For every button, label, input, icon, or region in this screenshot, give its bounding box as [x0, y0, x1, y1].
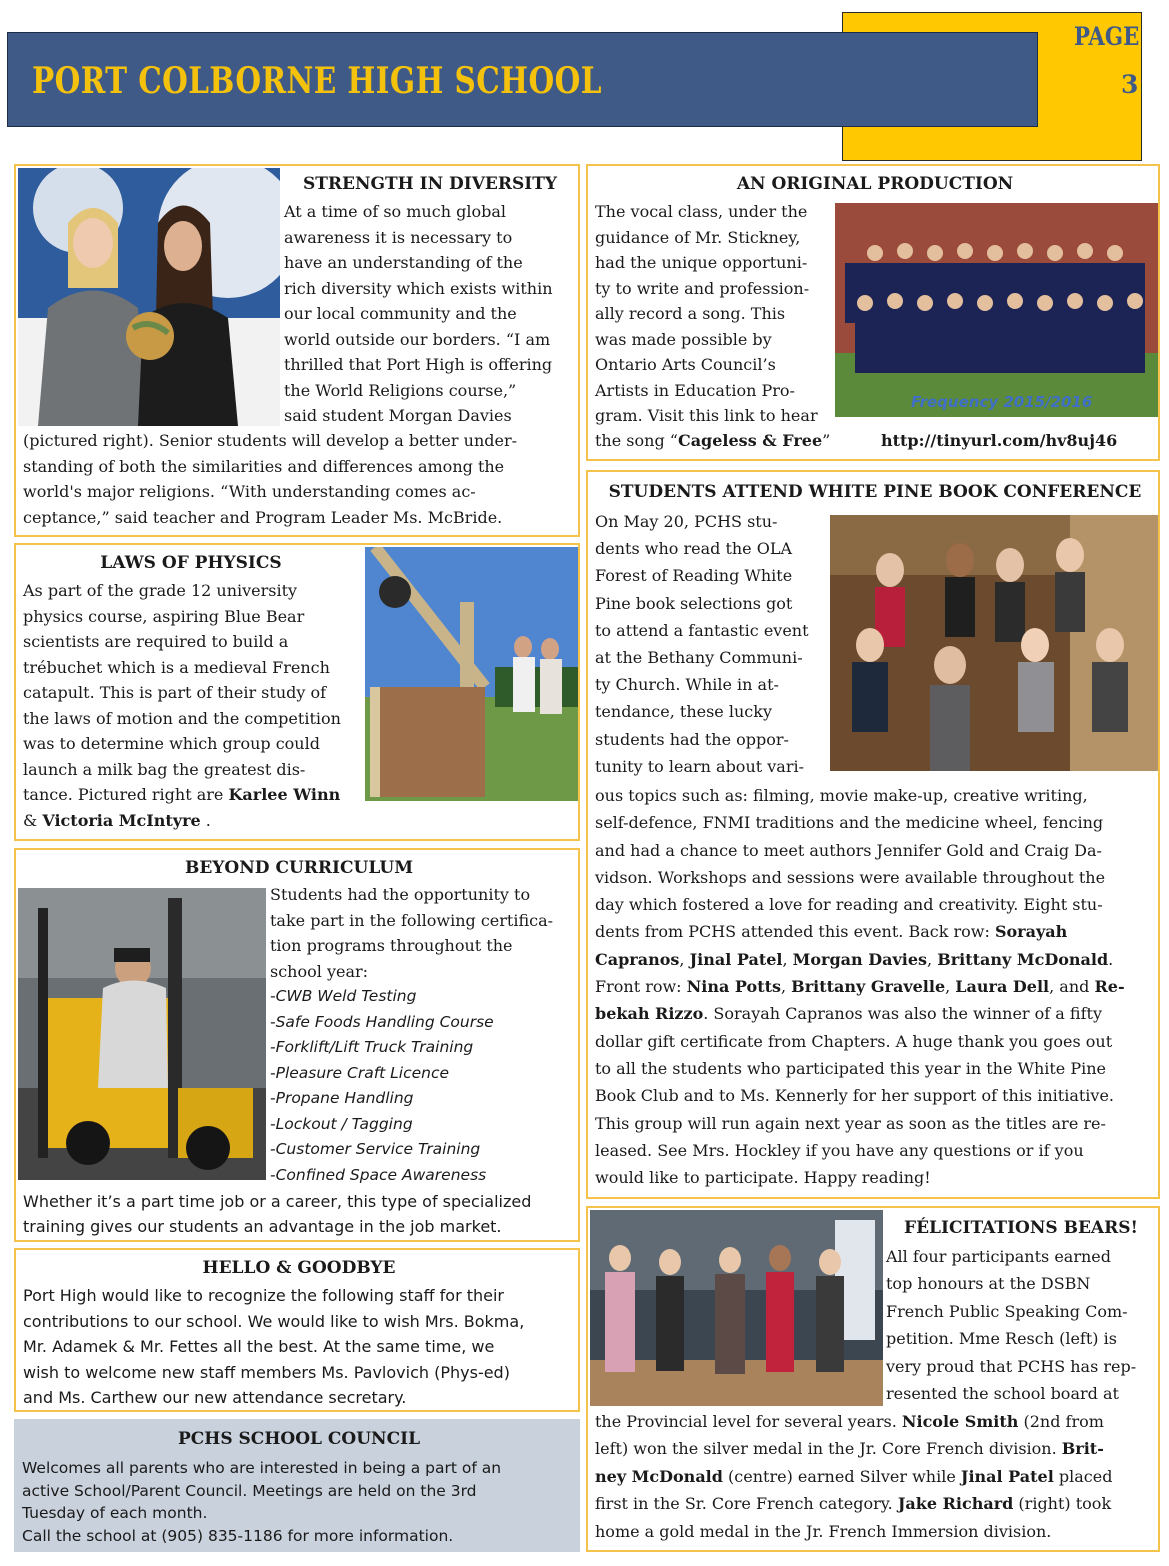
- list-item: -Safe Foods Handling Course: [270, 1012, 494, 1031]
- page-label: PAGE: [1074, 22, 1140, 51]
- white-pine-article: [586, 470, 1160, 1199]
- felicitations-photo: [590, 1210, 883, 1406]
- list-item: -Forklift/Lift Truck Training: [270, 1038, 474, 1056]
- forklift-photo: [18, 888, 266, 1180]
- curriculum-article: [14, 848, 580, 1242]
- curriculum-title: BEYOND CURRICULUM: [184, 858, 414, 878]
- diversity-title: STRENGTH IN DIVERSITY: [302, 174, 558, 194]
- diversity-photo: [18, 168, 280, 426]
- production-article: [586, 164, 1160, 461]
- physics-body: As part of the grade 12 university physics course, aspiring Blue Bear scientists are required to build a trébuchet which is a medieval French catapult. This is part of their study of the laws of motion and the competition was to determine which group could launch a milk bag the greatest dis- tance. Pictured right are Karlee Winn & Victoria McIntyre .: [23, 581, 341, 830]
- list-item: -Customer Service Training: [270, 1140, 481, 1158]
- song-link[interactable]: http://tinyurl.com/hv8uj46: [881, 431, 1118, 450]
- diversity-article: [14, 164, 580, 537]
- list-item: -Pleasure Craft Licence: [270, 1063, 450, 1082]
- felicitations-body-right: All four participants earned top honours at the DSBN French Public Speaking Com- petition. Mme Resch (left) is very proud that PCHS has rep- resented the school board at: [886, 1247, 1137, 1404]
- photo-caption: Frequency 2015/2016: [911, 393, 1093, 411]
- hello-goodbye-article: [14, 1248, 580, 1412]
- vocal-class-photo: [835, 203, 1158, 417]
- certification-list: [270, 984, 574, 1188]
- council-body: Welcomes all parents who are interested in being a part of an active School/Parent Council. Meetings are held on the 3rd Tuesday of each month. Call the school at (905) 835-1186 for more information.: [22, 1459, 502, 1545]
- physics-title: LAWS OF PHYSICS: [100, 553, 282, 573]
- diversity-body-right: At a time of so much global awareness it is necessary to have an understanding of the rich diversity which exists within our local community and the world outside our borders. “I am thrilled that Port High is offering the World Religions course,” said student Morgan Davies: [284, 202, 553, 425]
- felicitations-body-full: the Provincial level for several years. Nicole Smith (2nd from left) won the silver medal in the Jr. Core French division. Brit- ney McDonald (centre) earned Silver while Jinal Patel placed first in the Sr. Core French category. Jake Richard (right) took home a gold medal in the Jr. French Immersion division.: [595, 1412, 1113, 1541]
- production-song-line: the song “Cageless & Free” http://tinyurl.com/hv8uj46: [595, 428, 1155, 454]
- white-pine-title: STUDENTS ATTEND WHITE PINE BOOK CONFERENCE: [608, 482, 1142, 502]
- white-pine-body-full: ous topics such as: filming, movie make-up, creative writing, self-defence, FNMI traditions and the medicine wheel, fencing and had a chance to meet authors Jennifer Gold and Craig Da- vidson. Workshops and sessions were available throughout the day which fostered a love for reading and creativity. Eight stu- dents from PCHS attended this event. Back row: Sorayah Capranos, Jinal Patel, Morgan Davies, Brittany McDonald. Front row: Nina Potts, Brittany Gravelle, Laura Dell, and Re- bekah Rizzo. Sorayah Capranos was also the winner of a fifty dollar gift certificate from Chapters. A huge thank you goes out to all the students who participated this year in the White Pine Book Club and to Ms. Kennerly for her support of this initiative. This group will run again next year as soon as the titles are re- leased. See Mrs. Hockley if you have any questions or if you would like to participate. Happy reading!: [595, 786, 1125, 1188]
- white-pine-photo: [830, 515, 1158, 771]
- production-body: The vocal class, under the guidance of Mr. Stickney, had the unique opportuni- ty to write and profession- ally record a song. This was made possible by Ontario Arts Council’s Artists in Education Pro- gram. Visit this link to hear: [595, 202, 818, 425]
- list-item: -Propane Handling: [270, 1089, 414, 1107]
- school-council-box: [14, 1419, 580, 1552]
- page-number: 3: [1121, 70, 1139, 99]
- felicitations-title: FÉLICITATIONS BEARS!: [904, 1218, 1138, 1238]
- diversity-body-full: (pictured right). Senior students will develop a better under- standing of both the similarities and differences among the world's major religions. “With understanding comes ac- ceptance,” said teacher and Program Leader Ms. McBride.: [23, 431, 518, 527]
- council-title: PCHS SCHOOL COUNCIL: [177, 1429, 421, 1449]
- school-title: PORT COLBORNE HIGH SCHOOL: [32, 60, 602, 102]
- trebuchet-photo: [365, 547, 578, 801]
- curriculum-intro: Students had the opportunity to take part in the following certifica- tion programs throughout the school year:: [270, 885, 554, 981]
- production-title: AN ORIGINAL PRODUCTION: [736, 174, 1014, 194]
- list-item: -CWB Weld Testing: [270, 987, 417, 1005]
- felicitations-article: [586, 1206, 1160, 1552]
- hello-title: HELLO & GOODBYE: [202, 1258, 396, 1278]
- hello-body: Port High would like to recognize the following staff for their contributions to our school. We would like to wish Mrs. Bokma, Mr. Adamek & Mr. Fettes all the best. At the same time, we wish to welcome new staff members Ms. Pavlovich (Phys-ed) and Ms. Carthew our new attendance secretary.: [23, 1286, 525, 1407]
- curriculum-closing: Whether it’s a part time job or a career, this type of specialized training gives our students an advantage in the job market.: [23, 1192, 532, 1236]
- list-item: -Lockout / Tagging: [270, 1114, 413, 1133]
- white-pine-body-left: On May 20, PCHS stu- dents who read the OLA Forest of Reading White Pine book selections got to attend a fantastic event at the Bethany Communi- ty Church. While in at- tendance, these lucky students had the oppor- tunity to learn about vari-: [595, 512, 809, 776]
- physics-article: [14, 543, 580, 841]
- list-item: -Confined Space Awareness: [270, 1165, 487, 1184]
